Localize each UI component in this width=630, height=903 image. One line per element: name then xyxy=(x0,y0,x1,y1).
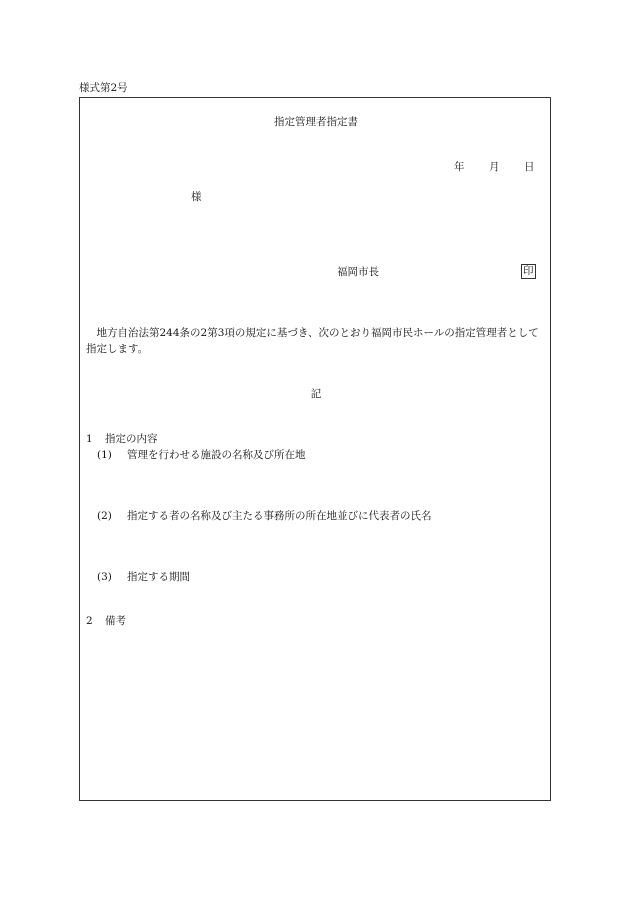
addressee-suffix: 様 xyxy=(191,191,202,203)
section-heading: 指定の内容 xyxy=(105,433,158,445)
seal-mark: 印 xyxy=(523,265,534,277)
list-item xyxy=(97,448,306,462)
issuer-name: 福岡市長 xyxy=(337,266,379,278)
item-text: 管理を行わせる施設の名称及び所在地 xyxy=(127,449,306,461)
document-title: 指定管理者指定書 xyxy=(274,116,358,128)
date-day-label: 日 xyxy=(524,161,535,173)
section-heading: 備考 xyxy=(105,615,126,627)
item-text: 指定する期間 xyxy=(127,571,190,583)
date-month-label: 月 xyxy=(489,161,500,173)
designation-statement: 地方自治法第244条の2第3項の規定に基づき、次のとおり福岡市民ホールの指定管理者として指定します。 xyxy=(86,327,539,355)
section-number: 2 xyxy=(86,615,93,627)
list-item xyxy=(97,509,432,523)
item-number: (3) xyxy=(97,571,112,583)
item-number: (1) xyxy=(97,449,112,461)
date-year-label: 年 xyxy=(454,161,465,173)
item-text: 指定する者の名称及び主たる事務所の所在地並びに代表者の氏名 xyxy=(127,510,432,522)
section-number: 1 xyxy=(86,433,93,445)
note-heading: 記 xyxy=(310,388,322,400)
section-remarks xyxy=(86,614,126,628)
form-number: 様式第2号 xyxy=(79,82,128,94)
document-frame xyxy=(79,97,551,801)
section-designation-content xyxy=(86,432,158,446)
list-item xyxy=(97,570,190,584)
item-number: (2) xyxy=(97,510,112,522)
